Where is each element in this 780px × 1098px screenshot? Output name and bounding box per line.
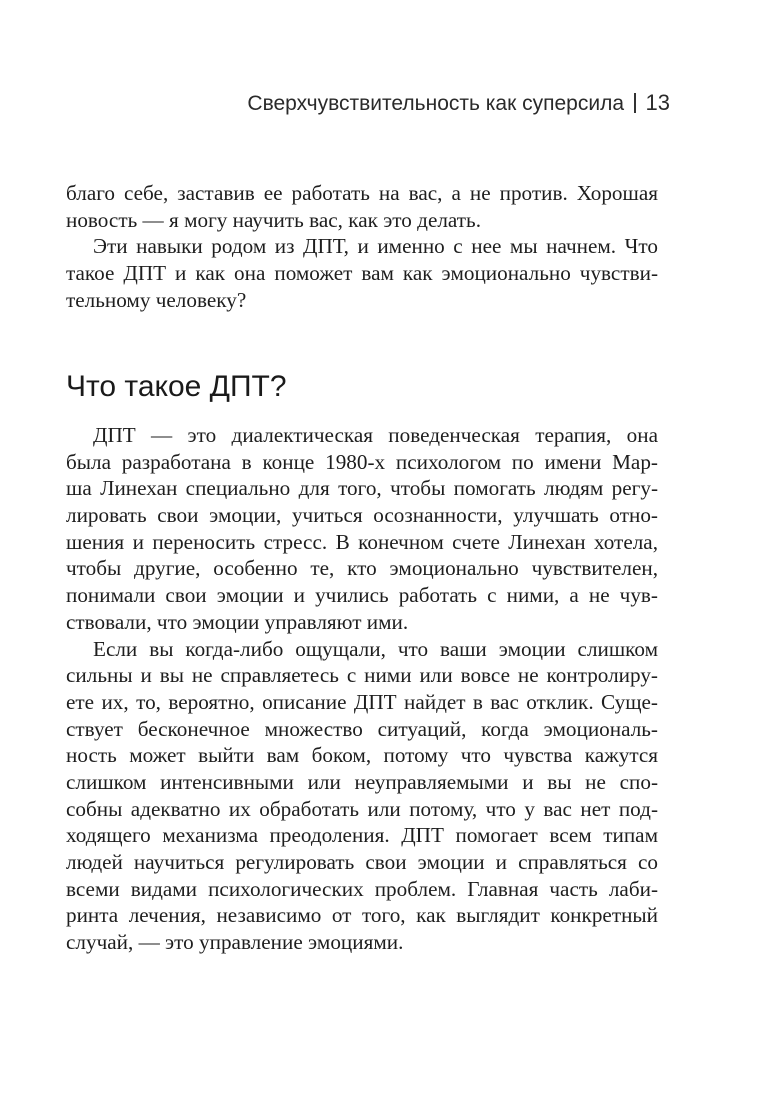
running-head (247, 90, 670, 116)
text-line: Если вы когда-либо ощущали, что ваши эмоции слишком (93, 636, 658, 661)
text-line: слишком интенсивными или неуправляемыми и вы не спо- (66, 769, 658, 794)
running-head-separator (634, 93, 636, 113)
text-line: ринта лечения, независимо от того, как выглядит конкретный (66, 903, 658, 928)
text-line: ствует бесконечное множество ситуаций, когда эмоциональ- (66, 716, 658, 741)
text-line: Эти навыки родом из ДПТ, и именно с нее мы начнем. Что (93, 234, 658, 259)
text-line: ете их, то, вероятно, описание ДПТ найдет в вас отклик. Суще- (66, 689, 658, 714)
text-line: чтобы другие, особенно те, кто эмоционально чувствителен, (66, 556, 658, 581)
text-line: ша Линехан специально для того, чтобы помогать людям регу- (66, 476, 658, 501)
text-line: всеми видами психологических проблем. Главная часть лаби- (66, 876, 658, 901)
text-line: ствовали, что эмоции управляют ими. (66, 609, 409, 634)
section-heading: Что такое ДПТ? (66, 370, 287, 403)
intro-paragraphs (66, 180, 658, 313)
text-line: шения и переносить стресс. В конечном счете Линехан хотела, (66, 529, 658, 554)
text-line: ходящего механизма преодоления. ДПТ помогает всем типам (66, 823, 658, 848)
page-number: 13 (645, 90, 670, 115)
text-line: лировать свои эмоции, учиться осознанности, улучшать отно- (66, 503, 658, 528)
text-line: ДПТ — это диалектическая поведенческая терапия, она (93, 423, 658, 447)
text-line: собны адекватно их обработать или потому, что у вас нет под- (66, 796, 658, 821)
text-line: такое ДПТ и как она поможет вам как эмоционально чувстви- (66, 261, 658, 286)
running-head-title: Сверхчувствительность как суперсила (247, 92, 625, 115)
text-line: была разработана в конце 1980-х психологом по имени Мар- (66, 449, 658, 474)
text-line: благо себе, заставив ее работать на вас, а не против. Хорошая (66, 181, 658, 205)
text-line: ность может выйти вам боком, потому что чувства кажутся (66, 743, 658, 768)
text-line: тельному человеку? (66, 287, 247, 312)
text-line: новость — я могу научить вас, как это делать. (66, 207, 482, 232)
text-line: сильны и вы не справляетесь с ними или вовсе не контролиру- (66, 663, 658, 688)
text-line: понимали свои эмоции и учились работать с ними, а не чув- (66, 583, 658, 608)
section-body (66, 422, 658, 956)
text-line: людей научиться регулировать свои эмоции и справляться со (66, 850, 658, 874)
text-line: случай, — это управление эмоциями. (66, 930, 404, 955)
